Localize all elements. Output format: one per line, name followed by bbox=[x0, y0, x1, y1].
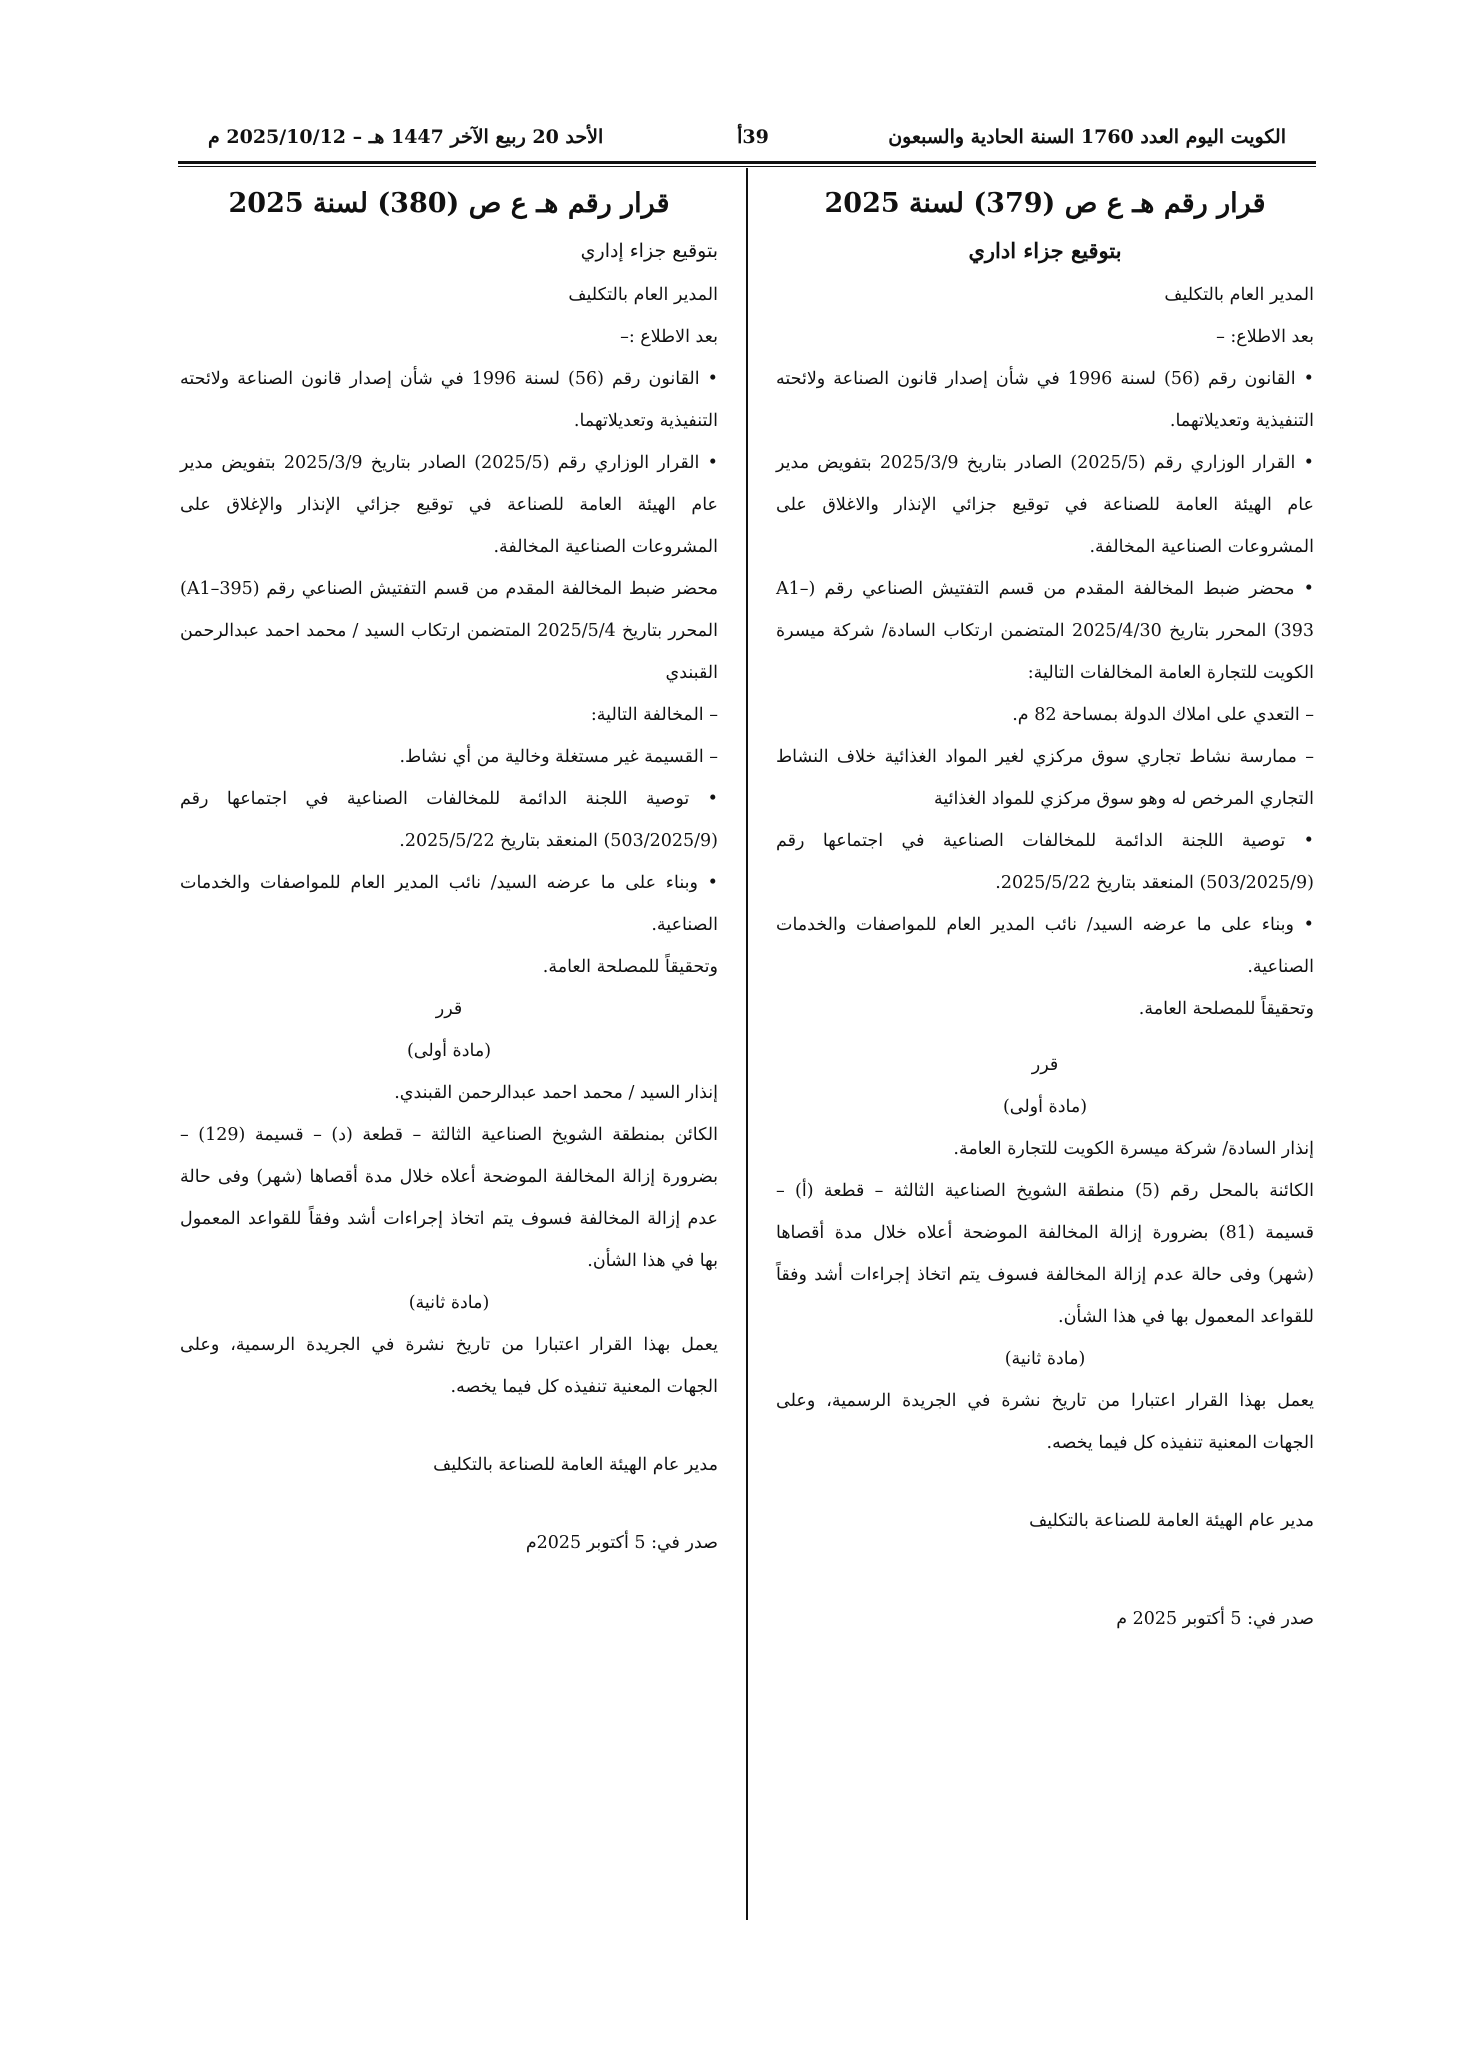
decision-379-article-2: (مادة ثانية) bbox=[1004, 1349, 1086, 1369]
decision-379-subtitle: بتوقيع جزاء اداري bbox=[968, 238, 1122, 263]
decision-379-public-interest: وتحقيقاً للمصلحة العامة. bbox=[1138, 999, 1314, 1019]
decision-379-issued: صدر في: 5 أكتوبر 2025 م bbox=[1116, 1609, 1314, 1629]
decision-379-presentation: • وبناء على ما عرضه السيد/ نائب المدير العام للمواصفات والخدمات الصناعية. bbox=[776, 915, 1314, 977]
decision-379-title: قرار رقم هـ ع ص (379) لسنة 2025 bbox=[824, 188, 1266, 219]
decision-380-article-1: (مادة أولى) bbox=[406, 1041, 492, 1061]
decision-380-after-review: بعد الاطلاع :– bbox=[620, 327, 718, 347]
decision-379-law-ref: • القانون رقم (56) لسنة 1996 في شأن إصدار قانون الصناعة ولائحته التنفيذية وتعديلاتهما. bbox=[776, 369, 1314, 431]
decision-380-column bbox=[180, 180, 718, 1564]
decision-379-decided: قرر bbox=[1031, 1055, 1059, 1075]
decision-379-violation-2: – ممارسة نشاط تجاري سوق مركزي لغير المواد الغذائية خلاف النشاط التجاري المرخص له وهو سوق مركزي للمواد الغذائية bbox=[776, 747, 1314, 809]
decision-380-committee-rec: • توصية اللجنة الدائمة للمخالفات الصناعية في اجتماعها رقم (503/2025/9) المنعقد بتاريخ 2025/5/22. bbox=[180, 789, 718, 851]
header-page-number: 39أ bbox=[737, 126, 769, 148]
decision-380-warning: إنذار السيد / محمد احمد عبدالرحمن القبندي. bbox=[394, 1083, 718, 1103]
header-date: الأحد 20 ربيع الآخر 1447 هـ – 2025/10/12 م bbox=[208, 126, 604, 148]
decision-380-effective: يعمل بهذا القرار اعتبارا من تاريخ نشرة في الجريدة الرسمية، وعلى الجهات المعنية تنفيذه كل فيما يخصه. bbox=[180, 1335, 718, 1397]
decision-380-public-interest: وتحقيقاً للمصلحة العامة. bbox=[542, 957, 718, 977]
decision-380-ministerial-ref: • القرار الوزاري رقم (2025/5) الصادر بتاريخ 2025/3/9 بتفويض مدير عام الهيئة العامة للصناعة في توقيع جزائي الإنذار والإغلاق على المشروعات الصناعية المخالفة. bbox=[180, 453, 718, 557]
decision-379-director: المدير العام بالتكليف bbox=[1164, 285, 1314, 305]
decision-379-column bbox=[776, 180, 1314, 1640]
decision-380-location: الكائن بمنطقة الشويخ الصناعية الثالثة – قطعة (د) – قسيمة (129) – بضرورة إزالة المخالفة الموضحة أعلاه خلال مدة أقصاها (شهر) وفى حالة عدم إزالة المخالفة فسوف يتم اتخاذ إجراءات أشد وفقاً للقواعد المعمول بها في هذا الشأن. bbox=[180, 1125, 718, 1271]
decision-379-warning: إنذار السادة/ شركة ميسرة الكويت للتجارة العامة. bbox=[953, 1139, 1314, 1159]
decision-379-signature: مدير عام الهيئة العامة للصناعة بالتكليف bbox=[1029, 1511, 1314, 1531]
decision-379-location: الكائنة بالمحل رقم (5) منطقة الشويخ الصناعية الثالثة – قطعة (أ) – قسيمة (81) بضرورة إزالة المخالفة الموضحة أعلاه خلال مدة أقصاها (شهر) وفى حالة عدم إزالة المخالفة فسوف يتم اتخاذ إجراءات أشد وفقاً للقواعد المعمول بها في هذا الشأن. bbox=[776, 1181, 1314, 1327]
decision-379-article-1: (مادة أولى) bbox=[1002, 1097, 1088, 1117]
decision-380-violation-report: محضر ضبط المخالفة المقدم من قسم التفتيش الصناعي رقم (A1–395) المحرر بتاريخ 2025/5/4 المتضمن ارتكاب السيد / محمد احمد عبدالرحمن القبندي bbox=[180, 579, 718, 683]
decision-379-violation-1: – التعدي على املاك الدولة بمساحة 82 م. bbox=[1012, 705, 1314, 725]
decision-379-ministerial-ref: • القرار الوزاري رقم (2025/5) الصادر بتاريخ 2025/3/9 بتفويض مدير عام الهيئة العامة للصناعة في توقيع جزائي الإنذار والاغلاق على المشروعات الصناعية المخالفة. bbox=[776, 453, 1314, 557]
decision-380-director: المدير العام بالتكليف bbox=[568, 285, 718, 305]
header-rule-thin bbox=[178, 166, 1316, 167]
column-divider bbox=[746, 168, 748, 1920]
decision-379-violation-report: • محضر ضبط المخالفة المقدم من قسم التفتيش الصناعي رقم (A1–393) المحرر بتاريخ 2025/4/30 المتضمن ارتكاب السادة/ شركة ميسرة الكويت للتجارة العامة المخالفات التالية: bbox=[776, 579, 1314, 683]
decision-380-signature: مدير عام الهيئة العامة للصناعة بالتكليف bbox=[433, 1455, 718, 1475]
decision-380-issued: صدر في: 5 أكتوبر 2025م bbox=[525, 1533, 718, 1553]
decision-379-committee-rec: • توصية اللجنة الدائمة للمخالفات الصناعية في اجتماعها رقم (503/2025/9) المنعقد بتاريخ 2025/5/22. bbox=[776, 831, 1314, 893]
decision-380-article-2: (مادة ثانية) bbox=[408, 1293, 490, 1313]
decision-380-subtitle: بتوقيع جزاء إداري bbox=[580, 240, 718, 262]
decision-380-violation-heading: – المخالفة التالية: bbox=[590, 705, 718, 725]
decision-380-presentation: • وبناء على ما عرضه السيد/ نائب المدير العام للمواصفات والخدمات الصناعية. bbox=[180, 873, 718, 935]
header-issue-info: الكويت اليوم العدد 1760 السنة الحادية والسبعون bbox=[888, 126, 1286, 148]
header-rule-thick bbox=[178, 161, 1316, 164]
decision-380-decided: قرر bbox=[435, 999, 463, 1019]
decision-379-after-review: بعد الاطلاع: – bbox=[1216, 327, 1314, 347]
decision-380-law-ref: • القانون رقم (56) لسنة 1996 في شأن إصدار قانون الصناعة ولائحته التنفيذية وتعديلاتهما. bbox=[180, 369, 718, 431]
decision-380-violation-1: – القسيمة غير مستغلة وخالية من أي نشاط. bbox=[399, 747, 718, 767]
decision-379-effective: يعمل بهذا القرار اعتبارا من تاريخ نشرة في الجريدة الرسمية، وعلى الجهات المعنية تنفيذه كل فيما يخصه. bbox=[776, 1391, 1314, 1453]
decision-380-title: قرار رقم هـ ع ص (380) لسنة 2025 bbox=[228, 188, 670, 219]
